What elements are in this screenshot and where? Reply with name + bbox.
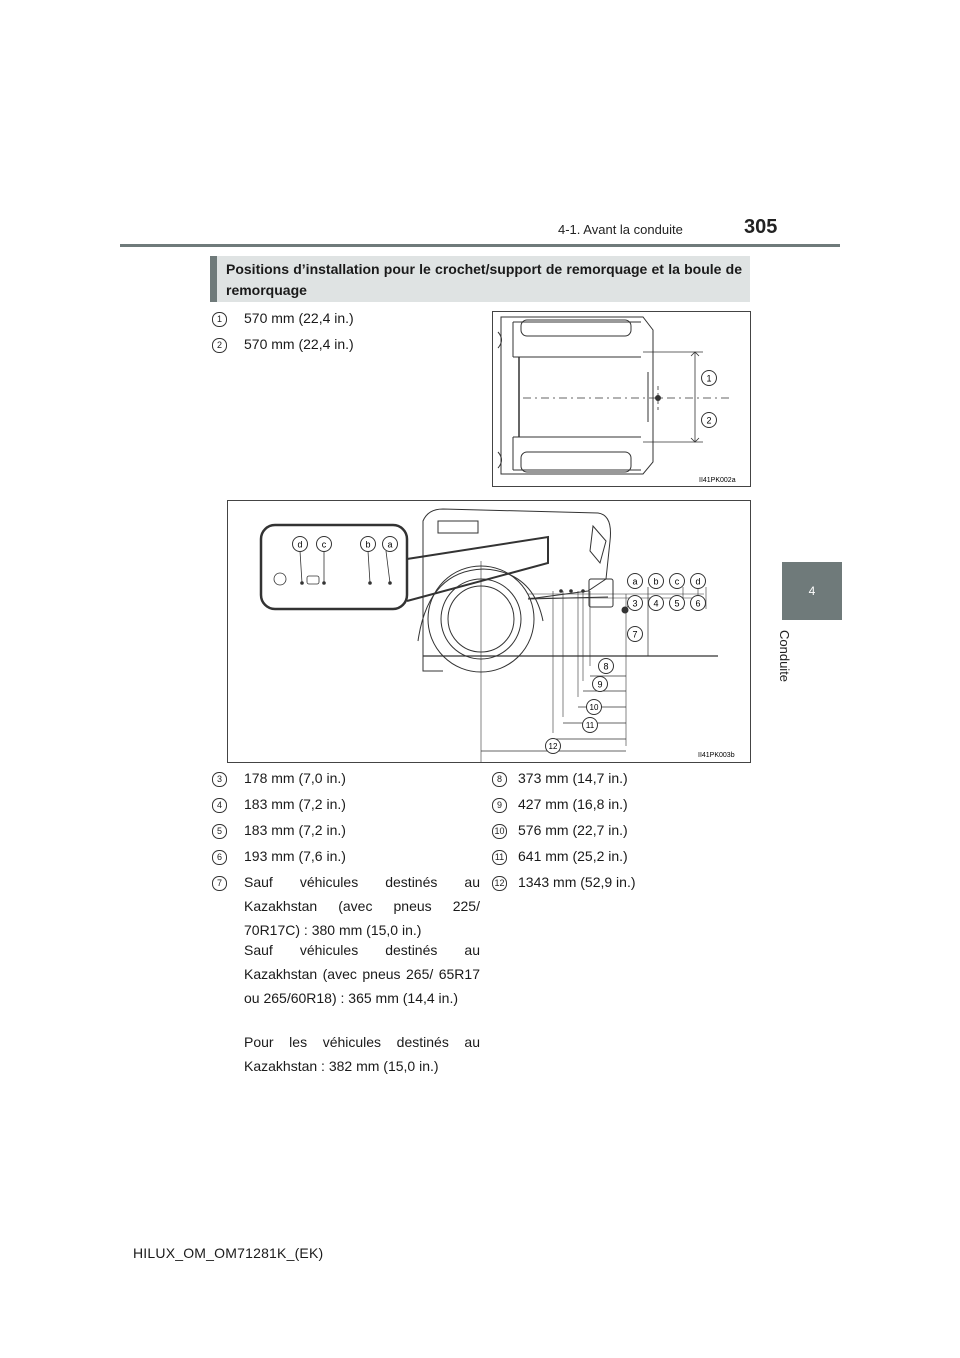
tow-ball-point [655, 395, 661, 401]
figure-top-view [492, 311, 751, 487]
figure-side-view [227, 500, 751, 763]
list-item-text: 427 mm (16,8 in.) [518, 796, 628, 812]
list-item [212, 822, 472, 842]
callout-marker: 9 [492, 798, 507, 813]
inset-letter-b [361, 537, 376, 552]
figure-code: II41PK003b [698, 752, 735, 759]
list-item-text: 183 mm (7,2 in.) [244, 796, 346, 812]
svg-text:a: a [387, 539, 393, 550]
list-item-text: 183 mm (7,2 in.) [244, 822, 346, 838]
callout-5 [670, 596, 685, 611]
svg-text:7: 7 [632, 629, 638, 640]
side-view-drawing [228, 501, 750, 762]
svg-text:2: 2 [706, 415, 712, 426]
callout-marker: 10 [492, 824, 507, 839]
callout-marker: 11 [492, 850, 507, 865]
document-footer: HILUX_OM_OM71281K_(EK) [133, 1245, 324, 1261]
extension-lines [553, 591, 590, 733]
svg-text:a: a [632, 576, 638, 587]
svg-text:5: 5 [674, 598, 680, 609]
svg-text:d: d [297, 539, 303, 550]
callout-marker: 12 [492, 876, 507, 891]
callout-marker: 7 [212, 876, 227, 891]
tow-ball [622, 607, 629, 614]
hitch-receiver [589, 579, 613, 607]
callout-11 [583, 718, 598, 733]
callout-2 [702, 413, 717, 428]
list-item [492, 770, 752, 790]
callout-4 [649, 596, 664, 611]
svg-text:8: 8 [603, 661, 609, 672]
list-item [212, 336, 472, 356]
svg-text:12: 12 [548, 742, 558, 751]
callout-marker: 3 [212, 772, 227, 787]
callout-d [691, 574, 706, 589]
figure-code: II41PK002a [699, 477, 736, 484]
bed-rail-top [513, 322, 641, 357]
callout-7 [628, 627, 643, 642]
svg-text:d: d [695, 576, 701, 587]
bed-rail-bottom [513, 437, 641, 470]
callout-12 [546, 739, 561, 754]
truck-bed-outline [501, 317, 653, 474]
inset-letter-c [317, 537, 332, 552]
callout-marker: 6 [212, 850, 227, 865]
inset-detail [261, 525, 407, 609]
list-item-text: 193 mm (7,6 in.) [244, 848, 346, 864]
list-item-text: 570 mm (22,4 in.) [244, 310, 354, 326]
svg-text:10: 10 [589, 703, 599, 712]
item7-paragraph-3: Pour les véhicules destinés au Kazakhstan : 382 mm (15,0 in.) [244, 1034, 480, 1074]
list-item-text: 576 mm (22,7 in.) [518, 822, 628, 838]
callout-1 [702, 371, 717, 386]
list-item [492, 796, 752, 816]
svg-text:9: 9 [597, 679, 603, 690]
item7-paragraph-2: Sauf véhicules destinés au Kazakhstan (avec pneus 265/ 65R17 ou 265/60R18) : 365 mm (14,4 in.) [244, 942, 480, 1006]
list-item-text: 1343 mm (52,9 in.) [518, 874, 636, 890]
callout-10 [587, 700, 602, 715]
list-item [492, 848, 752, 868]
list-item [212, 310, 472, 330]
list-item-text: 570 mm (22,4 in.) [244, 336, 354, 352]
callout-marker: 4 [212, 798, 227, 813]
callout-3 [628, 596, 643, 611]
list-item-text: 373 mm (14,7 in.) [518, 770, 628, 786]
wheel-well-bottom [521, 452, 631, 472]
list-item [212, 796, 472, 816]
inset-letter-d [293, 537, 308, 552]
svg-text:c: c [674, 576, 680, 587]
list-item-text: 178 mm (7,0 in.) [244, 770, 346, 786]
page-number: 305 [744, 216, 778, 238]
callout-marker: 1 [212, 312, 227, 327]
list-item [212, 770, 472, 790]
svg-text:c: c [321, 539, 327, 550]
callout-8 [599, 659, 614, 674]
svg-text:4: 4 [653, 598, 659, 609]
callout-b [649, 574, 664, 589]
chapter-title-vertical [776, 630, 836, 710]
chapter-title: Conduite [777, 630, 792, 683]
inset-letter-a [383, 537, 398, 552]
chapter-tab [782, 562, 842, 620]
svg-text:b: b [365, 539, 371, 550]
svg-text:11: 11 [585, 721, 595, 730]
section-title: Positions d’installation pour le crochet/support de remorquage et la boule de remorquage [226, 261, 742, 298]
item7-paragraph-1: Sauf véhicules destinés au Kazakhstan (avec pneus 225/ 70R17C) : 380 mm (15,0 in.) [244, 874, 480, 938]
top-view-drawing [493, 312, 750, 486]
list-item [212, 848, 472, 868]
svg-text:6: 6 [695, 598, 701, 609]
callout-9 [593, 677, 608, 692]
callout-c [670, 574, 685, 589]
callout-a [628, 574, 643, 589]
svg-text:b: b [653, 576, 659, 587]
list-item [492, 874, 752, 894]
list-item [492, 822, 752, 842]
section-header: 4-1. Avant la conduite [558, 222, 683, 237]
section-title-box [210, 256, 750, 302]
chapter-number: 4 [808, 584, 816, 598]
callout-marker: 2 [212, 338, 227, 353]
section-title-bar [210, 256, 217, 302]
callout-6 [691, 596, 706, 611]
list-item-text: 641 mm (25,2 in.) [518, 848, 628, 864]
header-rule [120, 244, 840, 247]
callout-marker: 8 [492, 772, 507, 787]
svg-text:1: 1 [706, 373, 712, 384]
svg-text:3: 3 [632, 598, 638, 609]
callout-marker: 5 [212, 824, 227, 839]
